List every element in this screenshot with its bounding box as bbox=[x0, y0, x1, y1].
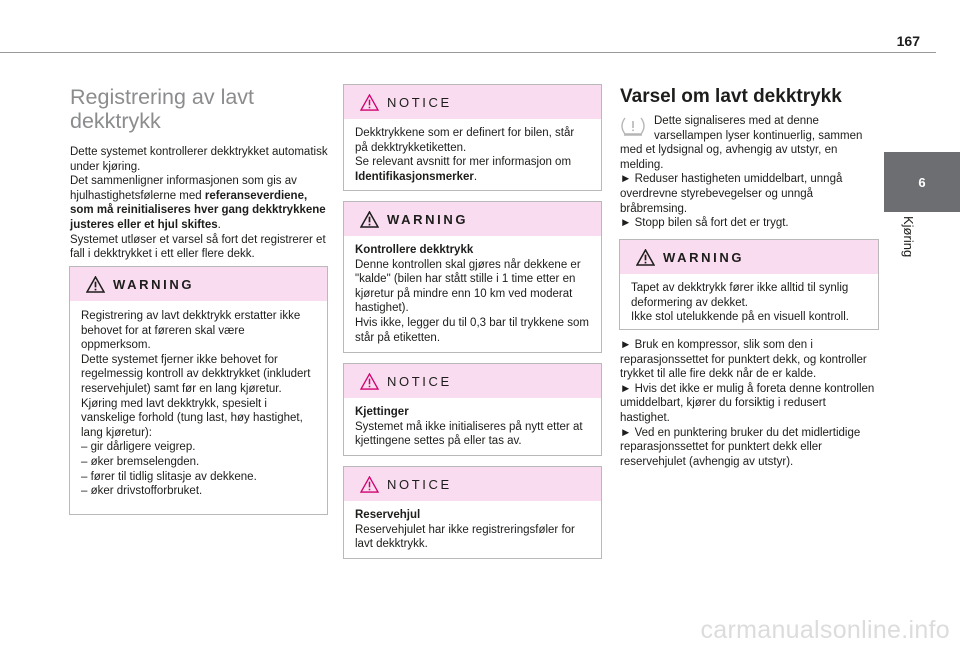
chapter-label: Kjøring bbox=[901, 216, 916, 258]
warning-line: – øker bremselengden. bbox=[81, 455, 200, 468]
notice-subtitle: Reservehjul bbox=[355, 509, 421, 521]
body-line: ► Ved en punktering bruker du det midlertidige reparasjonssettet for punktert dekk eller reservehjulet (avhengig av utstyr). bbox=[620, 426, 861, 468]
body-line: ► Stopp bilen så fort det er trygt. bbox=[620, 217, 789, 230]
chapter-tab[interactable] bbox=[884, 152, 960, 212]
warning-header bbox=[620, 240, 878, 274]
notice-line: Dekktrykkene som er definert for bilen, står på dekktrykketiketten. bbox=[355, 127, 575, 154]
warning-line: Hvis ikke, legger du til 0,3 bar til trykkene som står på etiketten. bbox=[355, 316, 589, 344]
section-title: Registrering av lavt dekktrykk bbox=[70, 85, 255, 133]
watermark: carmanualsonline.info bbox=[700, 616, 950, 644]
header-rule bbox=[0, 52, 936, 53]
intro-line: Systemet utløser et varsel så fort det registrerer et fall i dekktrykket i ett eller flere dekk. bbox=[70, 233, 326, 261]
body-line: Dette signaliseres med at denne varsellampen lyser kontinuerlig, sammen med et lydsignal og, avhengig av utstyr, en melding. bbox=[620, 115, 863, 171]
notice-header bbox=[344, 467, 601, 501]
warning-header bbox=[344, 202, 601, 236]
warning-line: Ikke stol utelukkende på en visuell kontroll. bbox=[631, 311, 849, 324]
warning-line: Denne kontrollen skal gjøres når dekkene er "kalde" (bilen har stått stille i 1 time etter en kjøretur på mindre enn 10 km ved moderat hastighet). bbox=[355, 258, 581, 315]
notice-box bbox=[343, 466, 602, 559]
notice-line: Se relevant avsnitt for mer informasjon om Identifikasjonsmerker. bbox=[355, 156, 572, 183]
intro-line: Dette systemet kontrollerer dekktrykket automatisk under kjøring. bbox=[70, 146, 328, 173]
warning-triangle-icon bbox=[636, 249, 655, 266]
tire-pressure-warning-lamp-icon bbox=[620, 115, 646, 137]
warning-subtitle: Kontrollere dekktrykk bbox=[355, 244, 474, 256]
notice-line: Systemet må ikke initialiseres på nytt etter at kjettingene settes på eller tas av. bbox=[355, 420, 583, 448]
notice-header bbox=[344, 364, 601, 398]
body-line: ► Reduser hastigheten umiddelbart, unngå overdrevne styrebevegelser og unngå bråbremsing. bbox=[620, 173, 843, 215]
section-title: Varsel om lavt dekktrykk bbox=[620, 86, 842, 107]
warning-line: – fører til tidlig slitasje av dekkene. bbox=[81, 470, 257, 483]
notice-subtitle: Kjettinger bbox=[355, 406, 409, 418]
column-3 bbox=[620, 86, 878, 231]
intro-line: Det sammenligner informasjonen som gis av hjulhastighetsfølerne med referanseverdiene, som må reinitialiseres hver gang dekktrykkene justeres eller et hjul skiftes. bbox=[70, 175, 326, 231]
warning-triangle-icon bbox=[86, 276, 105, 293]
warning-triangle-icon bbox=[360, 211, 379, 228]
warning-box bbox=[619, 239, 879, 330]
warning-line: Kjøring med lavt dekktrykk, spesielt i vanskelige forhold (tung last, høy hastighet, lang kjøretur): bbox=[81, 397, 303, 439]
chapter-number: 6 bbox=[918, 174, 926, 190]
warning-box bbox=[69, 266, 328, 515]
notice-triangle-icon bbox=[360, 94, 379, 111]
body-line: ► Bruk en kompressor, slik som den i reparasjonssettet for punktert dekk, og kontroller trykket til alle fire dekk når de er kalde. bbox=[620, 339, 867, 381]
column-1 bbox=[70, 85, 328, 262]
warning-heading: WARNING bbox=[113, 276, 195, 292]
notice-line: Reservehjulet har ikke registreringsføler for lavt dekktrykk. bbox=[355, 523, 575, 551]
notice-triangle-icon bbox=[360, 373, 379, 390]
notice-box bbox=[343, 363, 602, 456]
notice-box bbox=[343, 84, 602, 191]
notice-heading: NOTICE bbox=[387, 373, 452, 389]
intro-bold: referanseverdiene, som må reinitialiseres hver gang dekktrykkene justeres eller et hjul skiftes bbox=[70, 189, 326, 231]
warning-line: – gir dårligere veigrep. bbox=[81, 441, 196, 454]
body-line: ► Hvis det ikke er mulig å foreta denne kontrollen umiddelbart, kjører du forsiktig i redusert hastighet. bbox=[620, 382, 875, 424]
column-3-after bbox=[620, 338, 878, 469]
notice-header bbox=[344, 85, 601, 119]
page-number: 167 bbox=[896, 33, 920, 49]
warning-line: Registrering av lavt dekktrykk erstatter ikke behovet for at føreren skal være oppmerksom. bbox=[81, 310, 301, 352]
warning-heading: WARNING bbox=[387, 211, 469, 227]
notice-heading: NOTICE bbox=[387, 94, 452, 110]
warning-header bbox=[70, 267, 327, 301]
warning-line: Dette systemet fjerner ikke behovet for regelmessig kontroll av dekktrykket (inkludert reservehjulet) samt før en lang kjøretur. bbox=[81, 353, 311, 395]
warning-line: Tapet av dekktrykk fører ikke alltid til synlig deformering av dekket. bbox=[631, 282, 849, 309]
notice-triangle-icon bbox=[360, 476, 379, 493]
warning-heading: WARNING bbox=[663, 249, 745, 265]
warning-box bbox=[343, 201, 602, 353]
notice-bold-ref: Identifikasjonsmerker bbox=[355, 170, 474, 183]
notice-heading: NOTICE bbox=[387, 476, 452, 492]
warning-line: – øker drivstofforbruket. bbox=[81, 485, 203, 498]
